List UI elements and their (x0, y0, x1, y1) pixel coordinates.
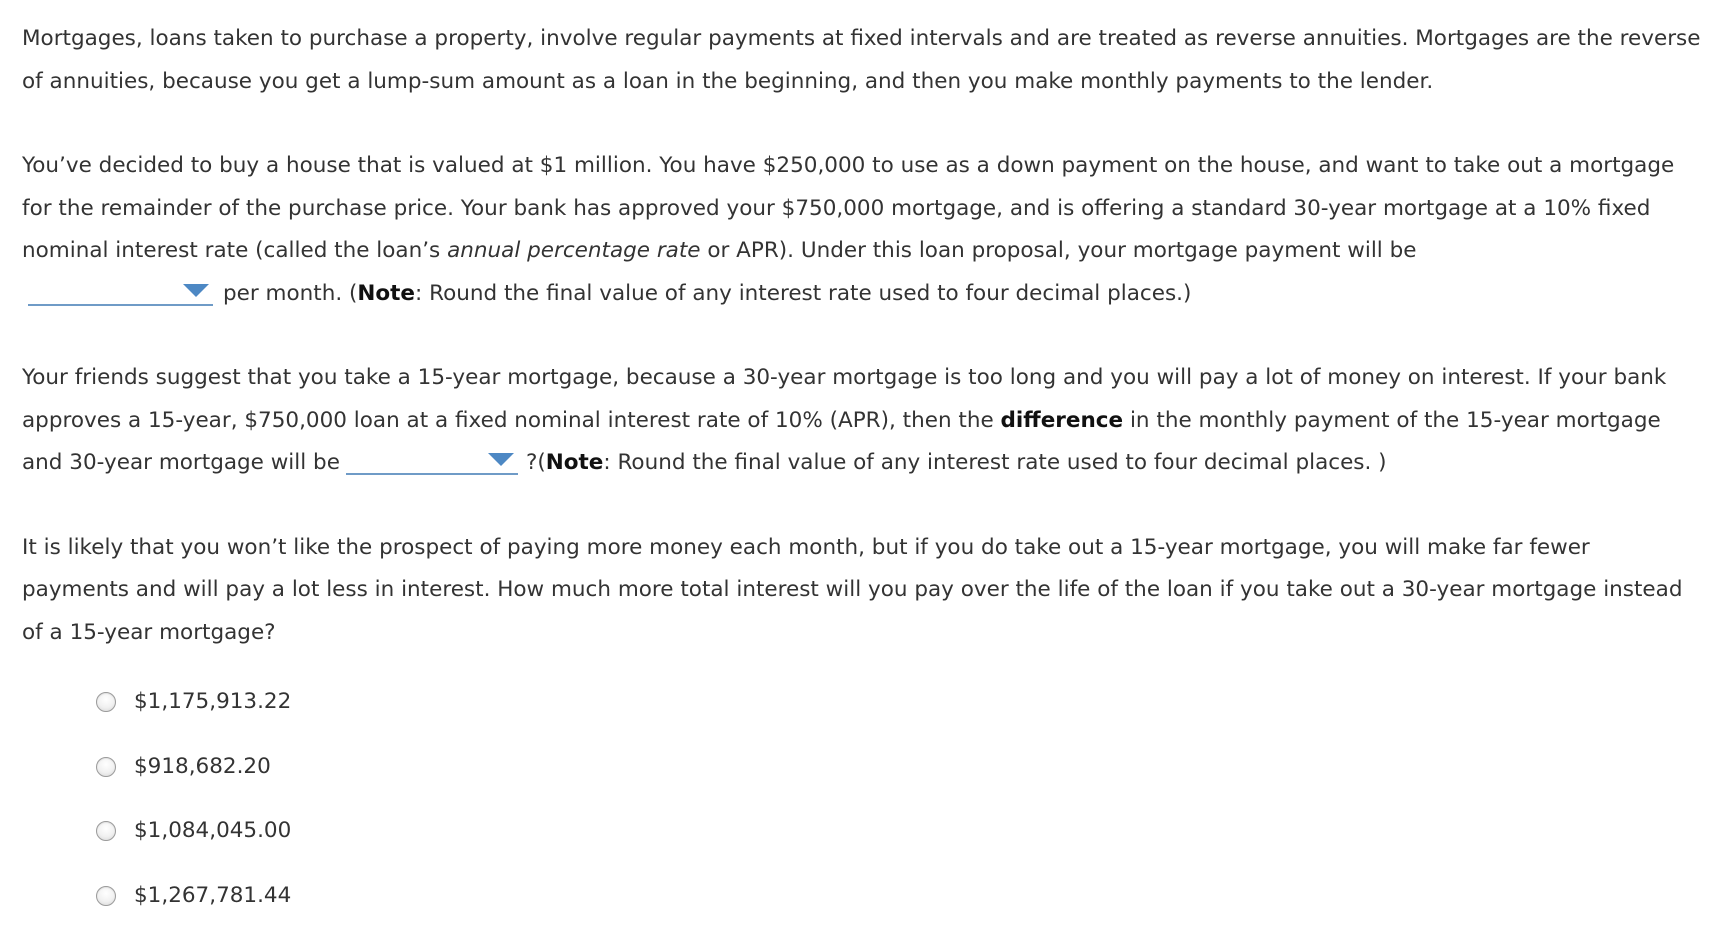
radio-button[interactable] (96, 886, 116, 906)
answer-option-label: $918,682.20 (134, 753, 271, 781)
question-text: in the monthly payment of the 15-year mortgage and 30-year mortgage will be (22, 408, 1661, 476)
answer-option[interactable] (96, 882, 291, 946)
radio-button[interactable] (96, 757, 116, 777)
monthly-payment-question (22, 145, 1702, 315)
answer-option-label: $1,084,045.00 (134, 817, 291, 845)
payment-difference-dropdown[interactable] (346, 447, 518, 475)
difference-term: difference (1001, 408, 1124, 433)
answer-option-label: $1,267,781.44 (134, 882, 291, 910)
note-label: Note (546, 450, 604, 475)
question-text: per month. ( (223, 281, 357, 306)
chevron-down-icon (183, 284, 209, 297)
answer-option[interactable] (96, 753, 291, 818)
question-text: ?( (526, 450, 546, 475)
answer-options (96, 688, 291, 946)
question-text: or APR). Under this loan proposal, your mortgage payment will be (701, 238, 1417, 263)
answer-option[interactable] (96, 817, 291, 882)
difference-question (22, 357, 1702, 485)
question-text: You’ve decided to buy a house that is valued at $1 million. You have $250,000 to use as a down payment on the house, and want to take out a mortgage for the remainder of the purchase price. Your bank has approved your $750,000 mortgage, and is offering a standard 30-year mortgage at a 10% fixed nominal interest rate (called the loan’s (22, 153, 1674, 263)
chevron-down-icon (488, 453, 514, 466)
note-label: Note (357, 281, 415, 306)
answer-option[interactable] (96, 688, 291, 753)
apr-term: annual percentage rate (447, 238, 700, 263)
note-text: : Round the final value of any interest rate used to four decimal places. ) (603, 450, 1386, 475)
note-text: : Round the final value of any interest rate used to four decimal places.) (415, 281, 1191, 306)
question-text: Your friends suggest that you take a 15-year mortgage, because a 30-year mortgage is too long and you will pay a lot of money on interest. If your bank approves a 15-year, $750,000 loan at a fixed nominal interest rate of 10% (APR), then the (22, 365, 1666, 433)
total-interest-question: It is likely that you won’t like the prospect of paying more money each month, but if you do take out a 15-year mortgage, you will make far fewer payments and will pay a lot less in interest. How much more total interest will you pay over the life of the loan if you take out a 30-year mortgage instead of a 15-year mortgage? (22, 527, 1702, 655)
question-content (22, 18, 1702, 654)
radio-button[interactable] (96, 692, 116, 712)
radio-button[interactable] (96, 821, 116, 841)
monthly-payment-dropdown[interactable] (28, 278, 213, 306)
answer-option-label: $1,175,913.22 (134, 688, 291, 716)
intro-paragraph: Mortgages, loans taken to purchase a property, involve regular payments at fixed intervals and are treated as reverse annuities. Mortgages are the reverse of annuities, because you get a lump-sum amount as a loan in the beginning, and then you make monthly payments to the lender. (22, 18, 1702, 103)
